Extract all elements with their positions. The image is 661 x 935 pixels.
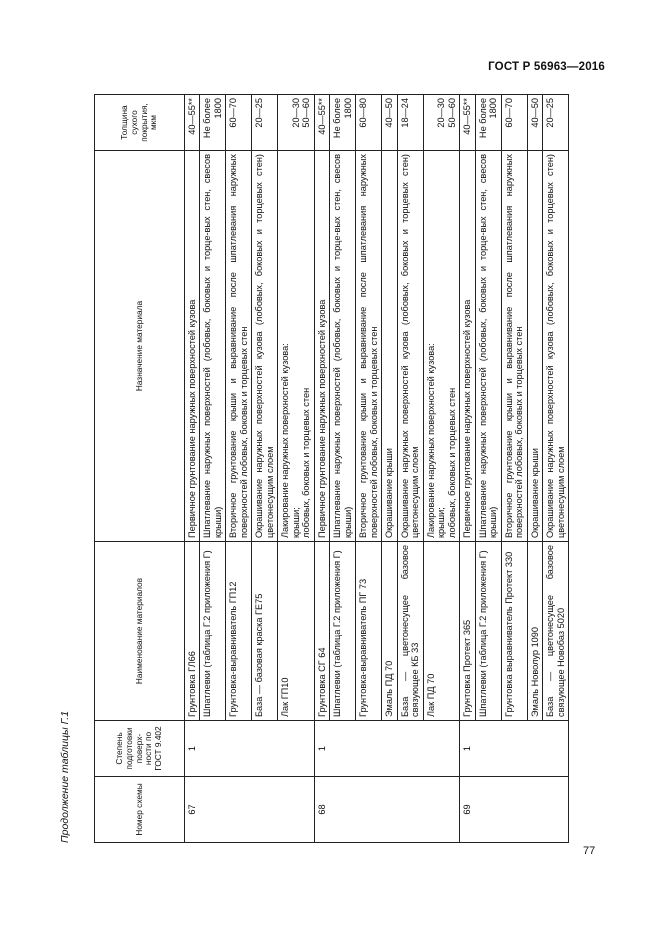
material-name-cell: Шпатлевки (таблица Г.2 приложения Г) bbox=[200, 542, 226, 721]
material-name-cell: База — цветонесущее базовое связующее КБ 33 bbox=[397, 542, 423, 721]
coating-thickness-cell: Не более 1800 bbox=[330, 95, 356, 151]
material-purpose-cell: Вторичное грунтование крыши и выравнивание после шпатлевания наружных поверхностей лобовых, боковых и торцевых стен bbox=[226, 151, 252, 542]
material-name-cell: Грунтовка выравниватель Протект 330 bbox=[501, 542, 527, 721]
material-purpose-cell: Шпатлевание наружных поверхностей (лобовых, боковых и торце-вых стен, свесов крыши) bbox=[200, 151, 226, 542]
coating-thickness-cell: 40—55** bbox=[185, 95, 200, 151]
material-name-cell: Грунтовка СГ 64 bbox=[314, 542, 329, 721]
materials-table bbox=[94, 94, 569, 843]
material-name-cell: База — цветонесущее базовое связующее Новобаз 5020 bbox=[543, 542, 569, 721]
material-name-cell: Шпатлевки (таблица Г.2 приложения Г) bbox=[475, 542, 501, 721]
coating-thickness-cell: 40—50 bbox=[527, 95, 542, 151]
material-purpose-cell: Лакирование наружных поверхностей кузова: крыши; лобовых, боковых и торцевых стен bbox=[423, 151, 459, 542]
table-row bbox=[314, 95, 329, 843]
header-surface-prep: Степень подготовки поверх-ности по ГОСТ 9.402 bbox=[95, 721, 185, 777]
coating-thickness-cell: 40—50 bbox=[382, 95, 397, 151]
table-caption: Продолжение таблицы Г.1 bbox=[59, 710, 71, 843]
material-name-cell: Эмаль Новолур 1090 bbox=[527, 542, 542, 721]
coating-thickness-cell: 20—25 bbox=[252, 95, 278, 151]
coating-thickness-cell: 40—55** bbox=[460, 95, 475, 151]
surface-prep-cell: 1 bbox=[185, 721, 315, 777]
coating-thickness-cell: 60—70 bbox=[226, 95, 252, 151]
document-standard-number: ГОСТ Р 56963—2016 bbox=[488, 61, 605, 73]
material-purpose-cell: Окрашивание крыши bbox=[527, 151, 542, 542]
material-purpose-cell: Вторичное грунтование крыши и выравнивание после шпатлевания наружных поверхностей лобовых, боковых и торцевых стен bbox=[501, 151, 527, 542]
scheme-number-cell: 67 bbox=[185, 777, 315, 843]
coating-thickness-cell: 20—25 bbox=[543, 95, 569, 151]
material-name-cell: Грунтовка ГЛ66 bbox=[185, 542, 200, 721]
material-name-cell: Эмаль ПД 70 bbox=[382, 542, 397, 721]
material-purpose-cell: Лакирование наружных поверхностей кузова: крыши; лобовых, боковых и торцевых стен bbox=[278, 151, 314, 542]
coating-thickness-cell: Не более 1800 bbox=[475, 95, 501, 151]
rotated-table-container bbox=[94, 95, 611, 843]
material-name-cell: Лак ПД 70 bbox=[423, 542, 459, 721]
coating-thickness-cell: 60—80 bbox=[356, 95, 382, 151]
material-name-cell: Лак ГП10 bbox=[278, 542, 314, 721]
header-material-purpose: Назначение материала bbox=[95, 151, 185, 542]
material-purpose-cell: Первичное грунтование наружных поверхностей кузова bbox=[460, 151, 475, 542]
header-material-name: Наименование материалов bbox=[95, 542, 185, 721]
table-row bbox=[460, 95, 475, 843]
coating-thickness-cell: 20—30 50—60 bbox=[278, 95, 314, 151]
material-purpose-cell: Окрашивание наружных поверхностей кузова (лобовых, боковых и торцевых стен) цветонесущим слоем bbox=[543, 151, 569, 542]
material-purpose-cell: Окрашивание наружных поверхностей кузова (лобовых, боковых и торцевых стен) цветонесущим слоем bbox=[397, 151, 423, 542]
material-purpose-cell: Первичное грунтование наружных поверхностей кузова bbox=[314, 151, 329, 542]
table-row bbox=[185, 95, 200, 843]
material-name-cell: Шпатлевки (таблица Г.2 приложения Г) bbox=[330, 542, 356, 721]
material-purpose-cell: Шпатлевание наружных поверхностей (лобовых, боковых и торце-вых стен, свесов крыши) bbox=[475, 151, 501, 542]
page-number: 77 bbox=[583, 845, 596, 857]
material-purpose-cell: Вторичное грунтование крыши и выравнивание после шпатлевания наружных поверхностей лобовых, боковых и торцевых стен bbox=[356, 151, 382, 542]
table-body bbox=[185, 95, 569, 843]
scheme-number-cell: 68 bbox=[314, 777, 459, 843]
table-header-row bbox=[95, 95, 185, 843]
material-purpose-cell: Окрашивание крыши bbox=[382, 151, 397, 542]
coating-thickness-cell: 18—24 bbox=[397, 95, 423, 151]
surface-prep-cell: 1 bbox=[460, 721, 569, 777]
material-name-cell: Грунтовка-выравниватель ГП12 bbox=[226, 542, 252, 721]
coating-thickness-cell: 20—30 50—60 bbox=[423, 95, 459, 151]
material-purpose-cell: Шпатлевание наружных поверхностей (лобовых, боковых и торце-вых стен, свесов крыши) bbox=[330, 151, 356, 542]
header-coating-thickness: Толщина сухого покрытия, мкм bbox=[95, 95, 185, 151]
material-name-cell: Грунтовка Протект 365 bbox=[460, 542, 475, 721]
material-purpose-cell: Первичное грунтование наружных поверхностей кузова bbox=[185, 151, 200, 542]
coating-thickness-cell: 40—55** bbox=[314, 95, 329, 151]
material-name-cell: База — базовая краска ГЕ75 bbox=[252, 542, 278, 721]
material-purpose-cell: Окрашивание наружных поверхностей кузова (лобовых, боковых и торцевых стен) цветонесущим слоем bbox=[252, 151, 278, 542]
surface-prep-cell: 1 bbox=[314, 721, 459, 777]
material-name-cell: Грунтовка-выравниватель ПГ 73 bbox=[356, 542, 382, 721]
header-scheme-number: Номер схемы bbox=[95, 777, 185, 843]
coating-thickness-cell: Не более 1800 bbox=[200, 95, 226, 151]
scheme-number-cell: 69 bbox=[460, 777, 569, 843]
coating-thickness-cell: 60—70 bbox=[501, 95, 527, 151]
